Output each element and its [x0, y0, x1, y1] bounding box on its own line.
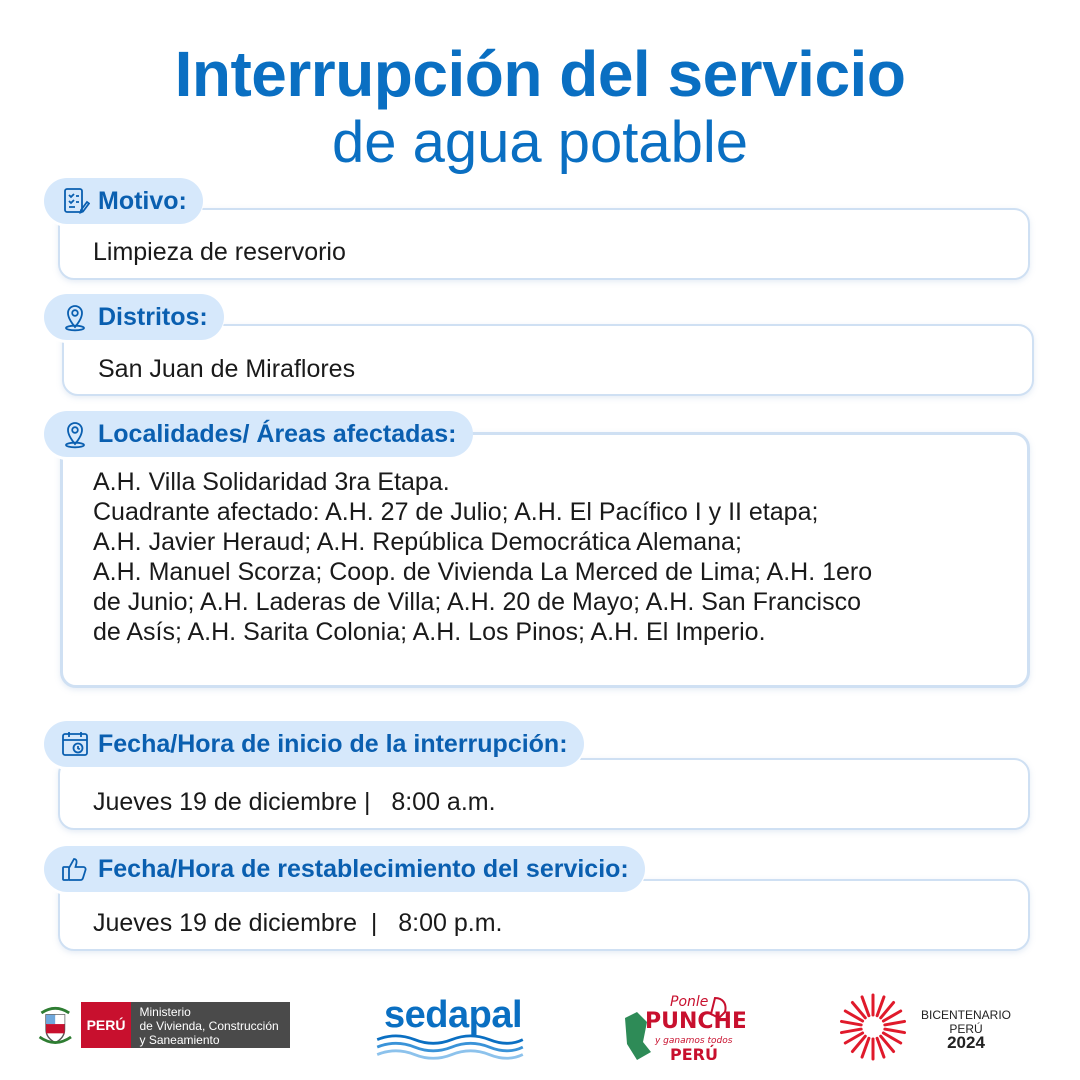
ponle-text: Ponle	[670, 994, 709, 1010]
distritos-pill	[44, 294, 224, 340]
footer-logos	[0, 980, 1080, 1070]
ministry-line: de Vivienda, Construcción	[139, 1019, 279, 1033]
inicio-label: Fecha/Hora de inicio de la interrupción:	[98, 729, 568, 758]
ministry-line: Ministerio	[139, 1005, 191, 1019]
restablecimiento-value: Jueves 19 de diciembre | 8:00 p.m.	[93, 909, 503, 937]
localidades-line: Cuadrante afectado: A.H. 27 de Julio; A.H. El Pacífico I y II etapa;	[93, 498, 819, 526]
sedapal-name: sedapal	[384, 994, 523, 1036]
location-pin-icon	[60, 419, 90, 449]
bicentenario-sunburst-icon	[838, 992, 908, 1062]
ministry-line: y Saneamiento	[139, 1033, 220, 1047]
ministry-name	[131, 1002, 290, 1048]
water-waves-icon	[370, 1034, 530, 1062]
sedapal-logo	[370, 994, 530, 1060]
ponle-punche-graphic	[615, 988, 745, 1068]
restablecimiento-label: Fecha/Hora de restablecimiento del servicio:	[98, 854, 629, 883]
peru-coat-of-arms-icon	[34, 998, 77, 1052]
bicentenario-line-2: PERÚ	[949, 1022, 983, 1036]
localidades-pill	[44, 411, 473, 457]
distritos-value: San Juan de Miraflores	[98, 355, 356, 383]
page-title	[0, 38, 1080, 176]
restablecimiento-pill	[44, 846, 645, 892]
bicentenario-year: 2024	[947, 1033, 985, 1052]
punche-text: PUNCHE	[645, 1009, 745, 1034]
bicentenario-line-1: BICENTENARIO	[920, 1008, 1011, 1022]
bicentenario-logo	[838, 990, 1018, 1065]
motivo-pill	[44, 178, 203, 224]
calendar-clock-icon	[60, 729, 90, 759]
localidades-line: de Junio; A.H. Laderas de Villa; A.H. 20 de Mayo; A.H. San Francisco	[93, 588, 862, 616]
distritos-label: Distritos:	[98, 302, 208, 331]
localidades-line: A.H. Villa Solidaridad 3ra Etapa.	[93, 468, 450, 496]
thumbs-up-icon	[60, 854, 90, 884]
title-line-2: de agua potable	[331, 110, 749, 175]
location-pin-icon	[60, 302, 90, 332]
motivo-label: Motivo:	[98, 186, 187, 215]
localidades-line: de Asís; A.H. Sarita Colonia; A.H. Los Pinos; A.H. El Imperio.	[93, 618, 766, 646]
ministerio-logo	[34, 998, 290, 1052]
ponle-punche-logo	[615, 988, 745, 1068]
inicio-pill	[44, 721, 584, 767]
bicentenario-text	[916, 1008, 1016, 1050]
checklist-icon	[60, 186, 90, 216]
peru-label: PERÚ	[81, 1002, 132, 1048]
localidades-label: Localidades/ Áreas afectadas:	[98, 419, 457, 448]
title-line-1: Interrupción del servicio	[174, 38, 906, 110]
localidades-line: A.H. Manuel Scorza; Coop. de Vivienda La Merced de Lima; A.H. 1ero	[93, 558, 873, 586]
inicio-value: Jueves 19 de diciembre | 8:00 a.m.	[93, 788, 496, 816]
ganamos-text: y ganamos todos	[655, 1036, 733, 1046]
motivo-value: Limpieza de reservorio	[93, 238, 346, 266]
peru-text: PERÚ	[670, 1045, 718, 1064]
localidades-line: A.H. Javier Heraud; A.H. República Democrática Alemana;	[93, 528, 742, 556]
localidades-text	[93, 467, 872, 647]
